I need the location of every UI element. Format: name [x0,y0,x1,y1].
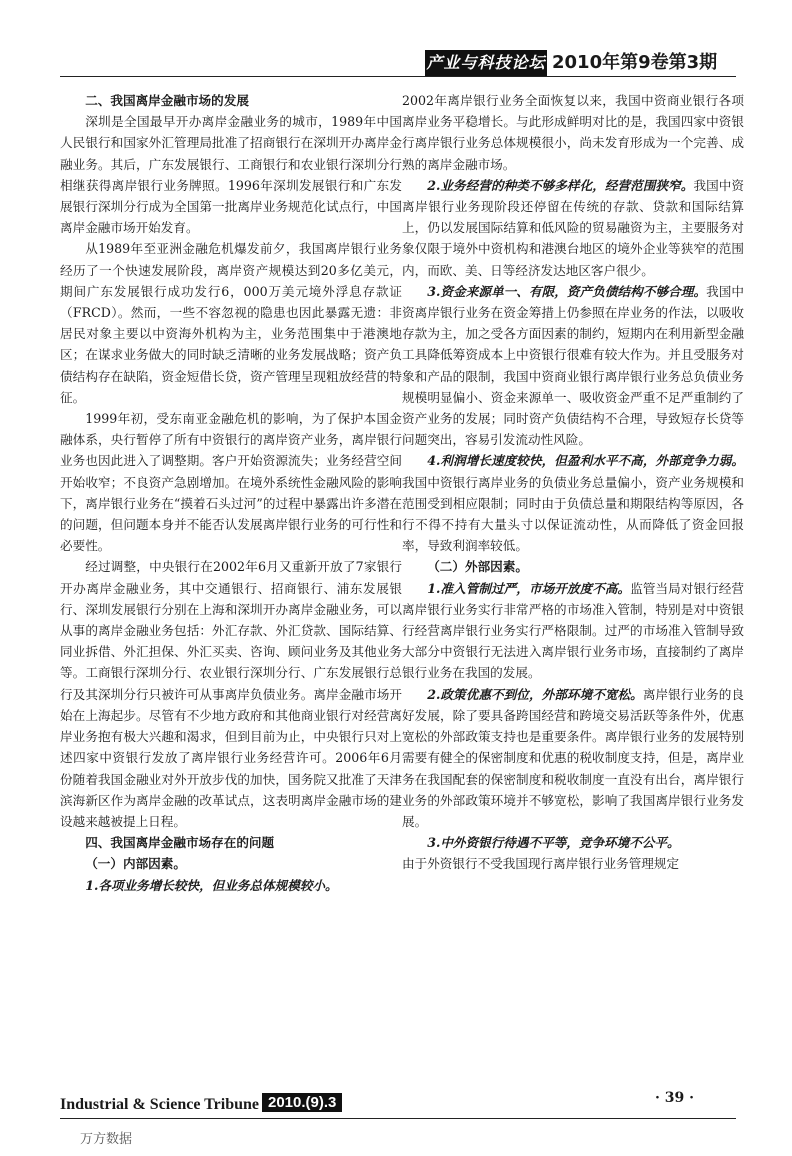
point-body: 我国中资离岸银行业务现阶段还停留在传统的存款、贷款和国际结算上，仍以发展国际结算和低风险的贸易融资为主，主要服务对象仅限于境外中资机构和港澳台地区的境外企业等狭窄的范围内，而欧、美、日等经济发达地区客户很少。 [402,177,745,278]
watermark: 万方数据 [80,1132,133,1147]
page-number: · 39 · [655,1090,694,1106]
point-lead: 3.资金来源单一、有限，资产负债结构不够合理。 [427,283,707,299]
journal-english-title: Industrial & Science Tribune [60,1096,259,1113]
point-body: 离岸银行业务的良好发展，除了要具备跨国经营和跨境交易活跃等条件外，优惠宽松的外部政策支持也是重要条件。离岸银行业务的发展特别需要有健全的保密制度和优惠的税收制度支持，但是，离岸业务在我国配套的保密制度和税收制度一直没有出台，离岸银行业务的外部政策环境并不够宽松，影响了我国离岸银行业务发展。 [402,686,745,829]
section-heading-4: 四、我国离岸金融市场存在的问题 [85,835,275,851]
footer-date-badge: 2010.(9).3 [262,1093,342,1112]
point-lead: 4.利润增长速度较快，但盈利水平不高，外部竞争力弱。 [427,453,744,469]
point-lead: 1.各项业务增长较快，但业务总体规模较小。 [85,877,338,893]
paragraph: 深圳是全国最早开办离岸金融业务的城市，1989年中国人民银行和国家外汇管理局批准了招商银行在深圳开办离岸金融业务。其后，广东发展银行、工商银行和农业银行深圳分行相继获得离岸银行业务牌照。1996年深圳发展银行和广东发展银行深圳分行成为全国第一批离岸业务规范化试点行，中国离岸金融市场开始发育。 [60,114,402,236]
point-lead: 1.准入管制过严，市场开放度不高。 [427,580,631,596]
paragraph: 从1989年至亚洲金融危机爆发前夕，我国离岸银行业务经历了一个快速发展阶段，离岸资产规模达到20多亿美元，期间广东发展银行成功发行6，000万美元境外浮息存款证（FRCD）。然而，一些不容忽视的隐患也因此暴露无遗：非居民对象主要以中资海外机构为主，业务范围集中于港澳地区；在谋求业务做大的同时缺乏清晰的业务发展战略；资产负债结构存在缺陷，资金短借长贷，资产管理呈现粗放经营的特征。 [60,241,402,405]
issue-label: 2010年第9卷第3期 [552,52,718,73]
point-body: 我国中资离岸银行业务在资金筹措上仍参照在岸业务的作法，以吸收存款为主，加之受各方面因素的制约，短期内在利用新型金融工具降低筹资成本上中资银行很难有较大作为。并且受服务对象和产品的限制，我国中资商业银行离岸银行业务总负债业务规模明显偏小、资金来源单一、吸收资金严重不足严重制约了资产业务的发展；同时资产负债结构不合理，导致短存长贷等问题突出，容易引发流动性风险。 [402,283,744,448]
paragraph [402,832,744,853]
footer-rule [60,1118,736,1119]
paragraph [402,450,744,556]
point-body: 监管当局对银行经营离岸银行业务实行非常严格的市场准入管制，特别是对中资银行经营离岸银行业务实行严格限制。过严的市场准入管制导致大部分中资银行无法进入离岸银行业务市场，直接制约了离岸银行业务在我国的发展。 [402,580,744,681]
subheading-external: （二）外部因素。 [427,559,528,575]
point-lead: 2.业务经营的种类不够多样化，经营范围狭窄。 [427,177,694,193]
paragraph [402,684,744,832]
paragraph: 由于外资银行不受我国现行离岸银行业务管理规定 [402,856,680,872]
header-rule [60,76,736,77]
paragraph [402,578,744,684]
paragraph: 1999年初，受东南亚金融危机的影响，为了保护本国金融体系，央行暂停了所有中资银行的离岸资产业务，离岸银行业务也因此进入了调整期。客户开始资源流失；业务经营空间开始收窄；不良资产急剧增加。在境外系统性金融风险的影响下，离岸银行业务在“摸着石头过河”的过程中暴露出许多潜在的问题，但问题本身并不能否认发展离岸银行业务的可行性和必要性。 [60,411,402,554]
point-lead: 3.中外资银行待遇不平等，竞争环境不公平。 [427,835,680,851]
paragraph [402,281,744,451]
paragraph: 经过调整，中央银行在2002年6月又重新开放了7家银行开办离岸金融业务，其中交通银行、招商银行、浦东发展银行、深圳发展银行分别在上海和深圳开办离岸金融业务，可以从事的离岸金融业务包括：外汇存款、外汇贷款、国际结算、同业拆借、外汇担保、外汇买卖、咨询、顾问业务及其他业务等。工商银行深圳分行、农业银行深圳分行、广东发展银行总行及其深圳分行只被许可从事离岸负债业务。离岸金融市场开始在上海起步。尽管有不少地方政府和其他商业银行对经营离岸业务抱有极大兴趣和渴求，但到目前为止，中央银行只对上述四家中资银行发放了离岸银行业务经营许可。2006年6月份随着我国金融业对外开放步伐的加快，国务院又批准了天津滨海新区作为离岸金融的改革试点，这表明离岸金融市场的建设越来越被提上日程。 [60,559,402,829]
paragraph [402,175,744,281]
left-column [60,90,402,896]
section-heading-2: 二、我国离岸金融市场的发展 [85,93,249,108]
paragraph [60,875,402,896]
journal-title-badge: 产业与科技论坛 [425,50,547,76]
right-column [402,90,744,875]
point-lead: 2.政策优惠不到位，外部环境不宽松。 [427,686,643,702]
subheading-internal: （一）内部因素。 [85,856,186,872]
paragraph: 2002年离岸银行业务全面恢复以来，我国中资商业银行各项离岸业务平稳增长。与此形成鲜明对比的是，我国四家中资银行离岸银行业务总体规模很小，尚未发育形成为一个完善、成熟的离岸金融市场。 [402,93,744,172]
point-body: 我国中资银行离岸业务的负债业务总量偏小，资产业务规模和范围受到相应限制；同时由于负债总量和期限结构等原因，各行不得不持有大量头寸以保证流动性，从而降低了资金回报率，导致利润率较低。 [402,474,744,554]
